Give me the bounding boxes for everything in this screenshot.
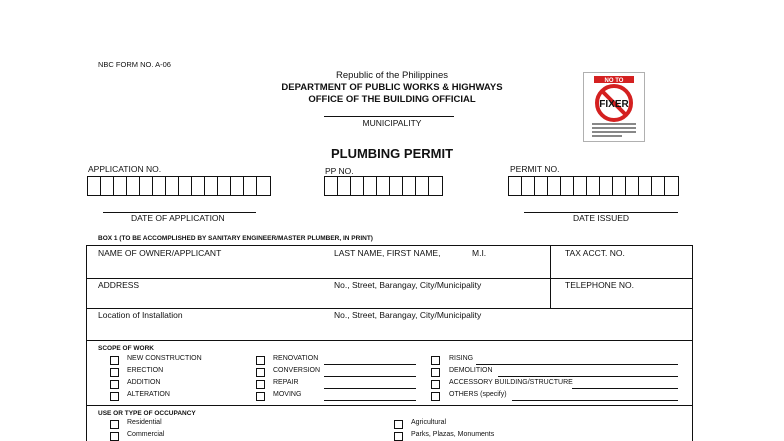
header-republic: Republic of the Philippines (336, 70, 448, 81)
occupancy-label: Parks, Plazas, Monuments (411, 431, 495, 438)
scope-label: CONVERSION (273, 367, 321, 374)
date-of-application-label: DATE OF APPLICATION (131, 213, 225, 223)
checkbox-erection[interactable] (110, 368, 119, 377)
scope-label: RISING (449, 355, 474, 362)
logo-main-text: FIXER (599, 99, 629, 110)
permit-no-label: PERMIT NO. (510, 164, 560, 174)
scope-label: ADDITION (127, 379, 161, 386)
scope-label: RENOVATION (273, 355, 319, 362)
municipality-line (324, 116, 454, 117)
checkbox-moving[interactable] (256, 392, 265, 401)
address-label: ADDRESS (98, 280, 140, 290)
application-no-boxes[interactable] (87, 176, 271, 196)
scope-title: SCOPE OF WORK (98, 345, 154, 352)
occupancy-label: Commercial (127, 431, 165, 438)
checkbox-parks[interactable] (394, 432, 403, 441)
owner-name-hint: LAST NAME, FIRST NAME, (334, 248, 441, 258)
no-to-fixer-logo (583, 72, 645, 142)
scope-label: MOVING (273, 391, 302, 398)
checkbox-addition[interactable] (110, 380, 119, 389)
scope-label: ACCESSORY BUILDING/STRUCTURE (449, 379, 573, 386)
scope-label: ALTERATION (127, 391, 170, 398)
application-no-label: APPLICATION NO. (88, 164, 162, 174)
scope-label: NEW CONSTRUCTION (127, 355, 202, 362)
scope-label: DEMOLITION (449, 367, 493, 374)
header-department: DEPARTMENT OF PUBLIC WORKS & HIGHWAYS (281, 82, 503, 93)
occupancy-label: Agricultural (411, 419, 447, 426)
owner-mi-hint: M.I. (472, 248, 487, 258)
checkbox-residential[interactable] (110, 420, 119, 429)
checkbox-new-construction[interactable] (110, 356, 119, 365)
box1-title: BOX 1 (TO BE ACCOMPLISHED BY SANITARY ENGINEER/MASTER PLUMBER, IN PRINT) (98, 235, 373, 242)
checkbox-conversion[interactable] (256, 368, 265, 377)
date-issued-label: DATE ISSUED (573, 213, 630, 223)
checkbox-accessory-building[interactable] (431, 380, 440, 389)
scope-label: ERECTION (127, 367, 164, 374)
pp-no-boxes[interactable] (324, 176, 443, 196)
municipality-label: MUNICIPALITY (362, 118, 422, 128)
telephone-label: TELEPHONE NO. (565, 280, 634, 290)
checkbox-commercial[interactable] (110, 432, 119, 441)
occupancy-label: Residential (127, 419, 162, 426)
page-title: PLUMBING PERMIT (330, 146, 454, 161)
checkbox-others[interactable] (431, 392, 440, 401)
location-hint: No., Street, Barangay, City/Municipality (334, 310, 482, 320)
location-label: Location of Installation (98, 310, 183, 320)
checkbox-agricultural[interactable] (394, 420, 403, 429)
pp-no-label: PP NO. (325, 166, 354, 176)
checkbox-alteration[interactable] (110, 392, 119, 401)
checkbox-demolition[interactable] (431, 368, 440, 377)
logo-top-text: NO TO (604, 78, 624, 84)
tax-acct-label: TAX ACCT. NO. (565, 248, 625, 258)
checkbox-repair[interactable] (256, 380, 265, 389)
scope-label: OTHERS (specify) (449, 391, 507, 398)
scope-label: REPAIR (273, 379, 299, 386)
address-hint: No., Street, Barangay, City/Municipality (334, 280, 482, 290)
owner-label: NAME OF OWNER/APPLICANT (98, 248, 222, 258)
header-office: OFFICE OF THE BUILDING OFFICIAL (308, 94, 476, 105)
permit-no-boxes[interactable] (508, 176, 679, 196)
occupancy-title: USE OR TYPE OF OCCUPANCY (98, 410, 196, 417)
checkbox-rising[interactable] (431, 356, 440, 365)
form-number: NBC FORM NO. A-06 (98, 60, 171, 69)
checkbox-renovation[interactable] (256, 356, 265, 365)
